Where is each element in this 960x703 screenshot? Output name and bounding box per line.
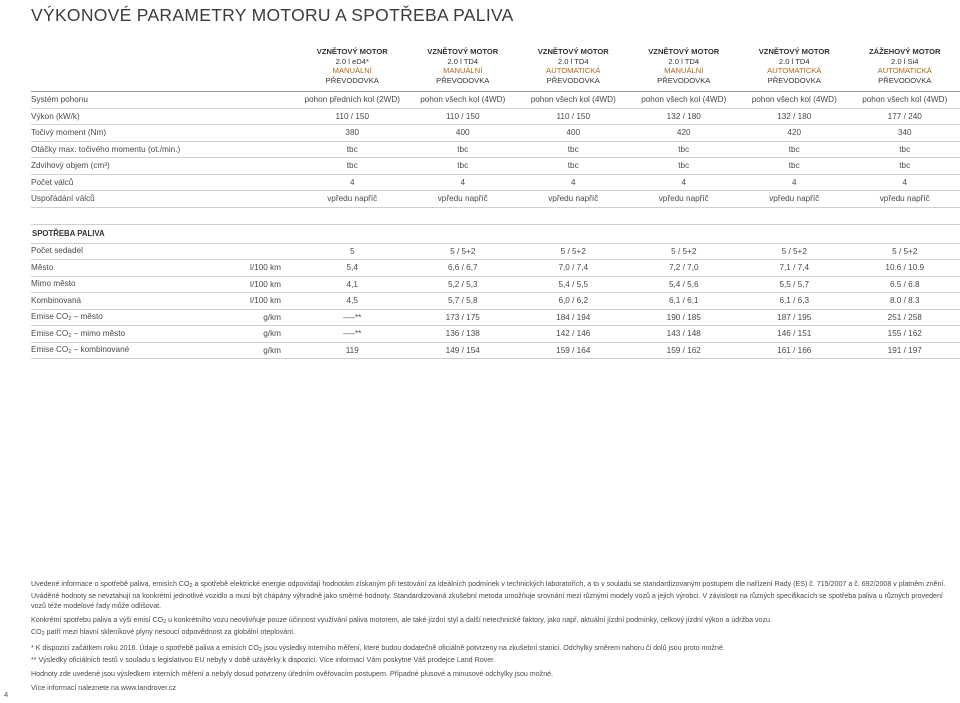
column-header-row: [31, 47, 960, 92]
table-cell: 400: [518, 125, 629, 142]
table-cell: 5: [297, 243, 408, 260]
table-cell: 6,1 / 6,3: [739, 293, 850, 310]
table-cell: 177 / 240: [850, 108, 960, 125]
row-label: Výkon (kW/k): [31, 108, 201, 125]
table-cell: 173 / 175: [408, 309, 519, 326]
column-header: ZÁŽEHOVÝ MOTOR 2.0 l Si4 AUTOMATICKÁ PŘEVODOVKA: [868, 47, 941, 85]
table-cell: 132 / 180: [629, 108, 740, 125]
table-cell: 5,7 / 5,8: [408, 293, 519, 310]
table-cell: 155 / 162: [850, 326, 960, 343]
row-label: Systém pohonu: [31, 92, 201, 109]
row-unit: g/km: [201, 309, 297, 326]
table-cell: 4: [408, 174, 519, 191]
table-cell: tbc: [629, 158, 740, 175]
row-unit: g/km: [201, 342, 297, 359]
table-cell: 4: [739, 174, 850, 191]
footnote-double-star: ** Výsledky oficiálních testů v souladu s legislativou EU nebyly v době uzávěrky k dispozici. Více informací Vám poskytne Váš prodejce Land Rover.: [31, 656, 496, 664]
row-label: Kombinovaná: [31, 293, 201, 310]
table-cell: 5 / 5+2: [408, 243, 519, 260]
table-cell: 251 / 258: [850, 309, 960, 326]
table-row: [31, 309, 960, 326]
spec-table-body: [31, 92, 960, 359]
table-cell: 4,5: [297, 293, 408, 310]
spec-table: [31, 47, 960, 359]
table-row: [31, 276, 960, 293]
table-cell: tbc: [739, 141, 850, 158]
table-cell: 5 / 5+2: [850, 243, 960, 260]
row-label: Uspořádání válců: [31, 191, 201, 208]
table-cell: 400: [408, 125, 519, 142]
table-row: [31, 260, 960, 277]
section-heading-row: [31, 224, 960, 243]
table-cell: 6,1 / 6,1: [629, 293, 740, 310]
note-paragraph: Uvedené informace o spotřebě paliva, emisích $CO_2$ a spotřebě elektrické energie odpovídají hodnotám získaným při testování za ideálních podmínek v technických laboratořích, a to v souladu se standardizovaným postupem dle nařízení Rady (ES) č. 715/2007 a č. 692/2008 v platném znění. Uváděné hodnoty se nevztahují na konkrétní jednotlivé vozidlo a musí být chápány výhradně jako směrné hodnoty. Standardizovaná zkušební metoda umožňuje srovnání mezi různými modely vozů a jejich výrobci. V závislosti na různých specifikacích se spotřeba paliva u různých provedení vozů téže modelové řady může odlišovat.: [31, 580, 946, 610]
table-row: [31, 293, 960, 310]
table-cell: 159 / 164: [518, 342, 629, 359]
row-unit: [201, 92, 297, 109]
page-number: 4: [4, 690, 9, 699]
row-unit: [201, 125, 297, 142]
table-row: [31, 191, 960, 208]
row-unit: g/km: [201, 326, 297, 343]
row-label: Město: [31, 260, 201, 277]
table-cell: tbc: [518, 158, 629, 175]
table-cell: 7,0 / 7,4: [518, 260, 629, 277]
table-row: [31, 158, 960, 175]
row-unit: l/100 km: [201, 293, 297, 310]
table-cell: 110 / 150: [518, 108, 629, 125]
table-cell: 143 / 148: [629, 326, 740, 343]
note-paragraph: Hodnoty zde uvedené jsou výsledkem interních měření a nebyly dosud potvrzeny úředním ověřovacím postupem. Případné plusové a minusové odchylky jsou možné.: [31, 670, 554, 678]
table-cell: 10.6 / 10.9: [850, 260, 960, 277]
table-cell: tbc: [297, 158, 408, 175]
table-cell: pohon všech kol (4WD): [629, 92, 740, 109]
table-row: [31, 92, 960, 109]
table-row: [31, 243, 960, 260]
table-cell: –-–**: [297, 309, 408, 326]
row-unit: [201, 108, 297, 125]
row-label: Zdvihový objem (cm³): [31, 158, 201, 175]
table-cell: 6,0 / 6,2: [518, 293, 629, 310]
table-cell: 340: [850, 125, 960, 142]
table-cell: 149 / 154: [408, 342, 519, 359]
table-cell: tbc: [850, 141, 960, 158]
table-cell: 132 / 180: [739, 108, 850, 125]
table-cell: 420: [739, 125, 850, 142]
table-cell: vpředu napříč: [629, 191, 740, 208]
row-unit: [201, 158, 297, 175]
table-cell: tbc: [850, 158, 960, 175]
column-header: VZNĚTOVÝ MOTOR 2.0 l TD4 AUTOMATICKÁ PŘEVODOVKA: [758, 47, 830, 85]
table-cell: –-–**: [297, 326, 408, 343]
table-cell: vpředu napříč: [408, 191, 519, 208]
table-cell: vpředu napříč: [518, 191, 629, 208]
fuel-section-title: SPOTŘEBA PALIVA: [31, 224, 960, 243]
table-row: [31, 174, 960, 191]
row-unit: [201, 174, 297, 191]
row-label: Emise $CO_2$ – město: [31, 309, 201, 326]
page-title: VÝKONOVÉ PARAMETRY MOTORU A SPOTŘEBA PALIVA: [31, 5, 514, 25]
table-cell: 5 / 5+2: [518, 243, 629, 260]
table-cell: 7,2 / 7,0: [629, 260, 740, 277]
table-cell: pohon všech kol (4WD): [518, 92, 629, 109]
table-cell: 5 / 5+2: [629, 243, 740, 260]
table-cell: tbc: [518, 141, 629, 158]
website-note: Více informací naleznete na www.landrover.cz: [31, 684, 177, 692]
row-unit: l/100 km: [201, 260, 297, 277]
table-cell: 6.5 / 6.8: [850, 276, 960, 293]
table-cell: tbc: [408, 158, 519, 175]
table-cell: 4: [297, 174, 408, 191]
table-cell: tbc: [629, 141, 740, 158]
row-label: Emise $CO_2$ – mimo město: [31, 326, 201, 343]
table-row: [31, 326, 960, 343]
table-cell: 5,2 / 5,3: [408, 276, 519, 293]
table-cell: 4,1: [297, 276, 408, 293]
table-cell: 136 / 138: [408, 326, 519, 343]
table-cell: 380: [297, 125, 408, 142]
row-label: Otáčky max. točivého momentu (ot./min.): [31, 141, 201, 158]
table-cell: vpředu napříč: [850, 191, 960, 208]
table-cell: pohon předních kol (2WD): [297, 92, 408, 109]
row-label: Točivý moment (Nm): [31, 125, 201, 142]
table-cell: 142 / 146: [518, 326, 629, 343]
table-cell: tbc: [297, 141, 408, 158]
table-cell: 8.0 / 8.3: [850, 293, 960, 310]
table-cell: 119: [297, 342, 408, 359]
column-header: VZNĚTOVÝ MOTOR 2.0 l TD4 AUTOMATICKÁ PŘEVODOVKA: [537, 47, 609, 85]
row-label: Počet sedadel: [31, 243, 201, 260]
table-cell: 4: [629, 174, 740, 191]
table-cell: 146 / 151: [739, 326, 850, 343]
footnotes: [31, 579, 946, 697]
row-unit: [201, 141, 297, 158]
table-row: [31, 342, 960, 359]
table-cell: vpředu napříč: [297, 191, 408, 208]
table-cell: 5,4: [297, 260, 408, 277]
table-cell: 5,4 / 5,5: [518, 276, 629, 293]
table-cell: 110 / 150: [408, 108, 519, 125]
row-unit: [201, 191, 297, 208]
table-cell: 110 / 150: [297, 108, 408, 125]
row-unit: l/100 km: [201, 276, 297, 293]
table-cell: 420: [629, 125, 740, 142]
section-spacer: [31, 207, 960, 224]
table-cell: 6,6 / 6,7: [408, 260, 519, 277]
table-cell: 5 / 5+2: [739, 243, 850, 260]
table-row: [31, 108, 960, 125]
table-cell: 161 / 166: [739, 342, 850, 359]
table-cell: pohon všech kol (4WD): [850, 92, 960, 109]
column-header: VZNĚTOVÝ MOTOR 2.0 l eD4* MANUÁLNÍ PŘEVODOVKA: [316, 47, 388, 85]
table-cell: 159 / 162: [629, 342, 740, 359]
table-cell: 7,1 / 7,4: [739, 260, 850, 277]
table-cell: 4: [518, 174, 629, 191]
table-cell: 5,5 / 5,7: [739, 276, 850, 293]
table-cell: 190 / 185: [629, 309, 740, 326]
table-cell: 187 / 195: [739, 309, 850, 326]
table-cell: 191 / 197: [850, 342, 960, 359]
row-label: Mimo město: [31, 276, 201, 293]
table-cell: pohon všech kol (4WD): [739, 92, 850, 109]
column-header: VZNĚTOVÝ MOTOR 2.0 l TD4 MANUÁLNÍ PŘEVODOVKA: [648, 47, 720, 85]
footnote-single-star: * K dispozici začátkem roku 2016. Údaje o spotřebě paliva a emisích $CO_2$ jsou výsledky interního měření, které budou dodatečně oficiálně potvrzeny na zkušební stanici. Odchylky směrem nahoru či dolů jsou proto možné.: [31, 644, 725, 653]
column-header: VZNĚTOVÝ MOTOR 2.0 l TD4 MANUÁLNÍ PŘEVODOVKA: [427, 47, 499, 85]
note-paragraph: Konkrétní spotřebu paliva a výši emisí $CO_2$ u konkrétního vozu neovlivňuje pouze účinnost využívání paliva motorem, ale také jízdní styl a další netechnické faktory, jako např. aktuální jízdní podmínky, celkový jízdní výkon a údržba vozu.: [31, 616, 772, 625]
row-label: Emise $CO_2$ – kombinované: [31, 342, 201, 359]
table-row: [31, 141, 960, 158]
table-cell: pohon všech kol (4WD): [408, 92, 519, 109]
table-cell: 4: [850, 174, 960, 191]
table-cell: tbc: [408, 141, 519, 158]
row-label: Počet válců: [31, 174, 201, 191]
row-unit: [201, 243, 297, 260]
table-row: [31, 125, 960, 142]
table-cell: tbc: [739, 158, 850, 175]
note-paragraph: $CO_2$ patří mezi hlavní skleníkové plyny nesoucí odpovědnost za globální oteplování.: [31, 628, 296, 637]
table-cell: 184 / 194: [518, 309, 629, 326]
table-cell: vpředu napříč: [739, 191, 850, 208]
table-cell: 5,4 / 5,6: [629, 276, 740, 293]
